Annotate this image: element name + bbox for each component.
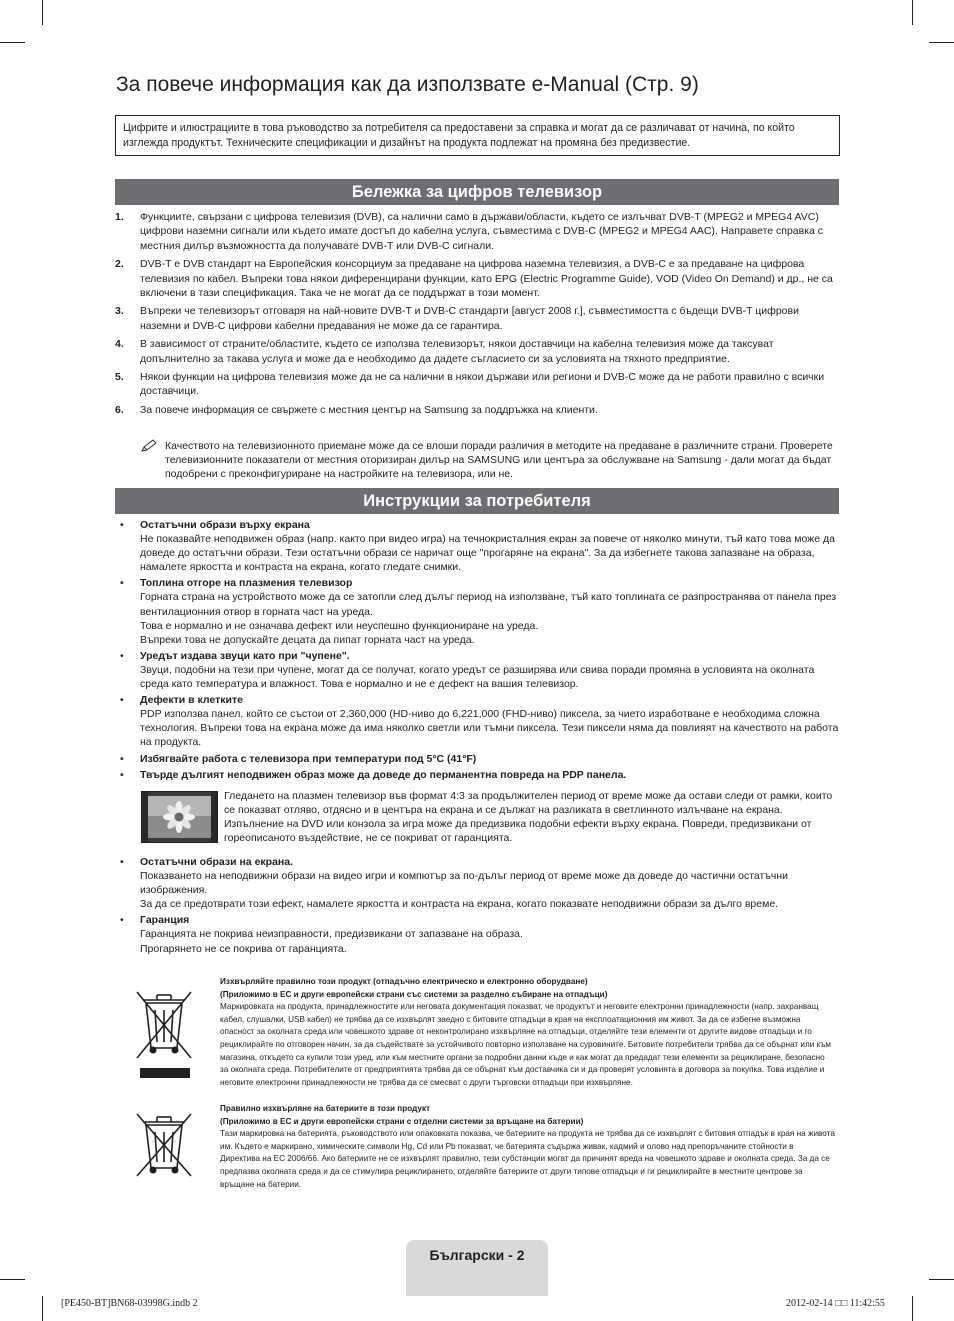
bullet-icon: • bbox=[120, 694, 124, 707]
item-number: 2. bbox=[115, 258, 124, 271]
crop-mark bbox=[929, 1279, 954, 1280]
disposal-info bbox=[220, 976, 835, 1089]
crossed-bin-icon bbox=[133, 986, 195, 1080]
list-item bbox=[115, 304, 839, 333]
section-heading-user-instructions: Инструкции за потребителя bbox=[115, 488, 839, 514]
item-number: 6. bbox=[115, 403, 124, 416]
bullet-icon: • bbox=[120, 752, 124, 765]
pdp-screen-illustration bbox=[141, 791, 218, 843]
disclaimer-box: Цифрите и илюстрациите в това ръководство за потребителя са предоставени за справка и могат да се различават от начина, по който изглежда продуктът. Техническите спецификации и дизайнът на продукта подлежат на промяна без предизвестие. bbox=[115, 115, 840, 156]
list-item bbox=[115, 768, 839, 782]
list-item bbox=[115, 855, 839, 911]
item-title: Избягвайте работа с телевизора при температури под 5°C (41°F) bbox=[140, 752, 477, 765]
item-body: PDP използва панел, който се състои от 2,360,000 (HD-ниво до 6,221,000 (FHD-ниво) пиксела, за чието изработване е необходима сложна технология. Въпреки това на екрана може да има няколко светли или тъмни пиксела. Тези пиксели няма да повлияят на качеството на работа на продукта. bbox=[140, 708, 839, 749]
date-info: 2012-02-14 □□ 11:42:55 bbox=[786, 1298, 885, 1309]
bullet-icon: • bbox=[120, 577, 124, 590]
list-item bbox=[115, 370, 839, 399]
user-instructions-list-a bbox=[115, 518, 839, 784]
bullet-icon: • bbox=[120, 914, 124, 927]
item-title: Топлина отгоре на плазмения телевизор bbox=[140, 577, 353, 590]
section-heading-digital-tv: Бележка за цифров телевизор bbox=[115, 179, 839, 205]
bullet-icon: • bbox=[120, 768, 124, 781]
digital-tv-list bbox=[115, 210, 839, 421]
list-item bbox=[115, 403, 839, 417]
list-item bbox=[115, 257, 839, 300]
item-body: Не показвайте неподвижен образ (напр. както при видео игра) на течнокристалния екран за повече от няколко минути, тъй като това може да доведе до остатъчни образи. Тези остатъчни образи се наричат още "прогаряне на екрана". За да избегнете такова запазване на образа, намалете яркостта и контраста на екрана, когато гледате снимки. bbox=[140, 533, 835, 574]
item-text: В зависимост от страните/областите, където се използва телевизорът, някои доставчици на кабелна телевизия може да таксуват допълнително за такава услуга и може да е необходимо да дадете съгласието си за условията на тяхното предприятие. bbox=[140, 338, 774, 365]
disposal-body: Маркировката на продукта, принадлежностите или неговата документация показват, че продуктът и неговите електронни принадлежности (напр. захранващ кабел, слушалки, USB кабел) не трябва да се изхвърлят заедно с битовите отпадъци в края на експлоатационния им живот. За да се избегне възможна опасност за околната среда или човешкото здраве от неконтролирано изхвърляне на отпадъци, отделяйте тези елементи от другите видове отпадъци и го рециклирайте по отговорен начин, за да съдействате за устойчивото повторно използване на суровините. Битовите потребители трябва да се обърнат или към магазина, откъдето са купили този уред, или към местните органи за подробни данни къде и как могат да предадат тези елементи за рециклиране, безопасно за околната среда. Потребителите от предприятията трябва да се обърнат към доставчика си и да проверят условията в договора за покупка. Това изделие и неговите електронни принадлежности не трябва да се смесват с други търговски отпадъци при изхвърляне. bbox=[220, 1002, 831, 1087]
bullet-icon: • bbox=[120, 519, 124, 531]
list-item bbox=[115, 913, 839, 955]
battery-body: Тази маркировка на батерията, ръководството или опаковката показва, че батериите на продукта не трябва да се изхвърлят с битовия отпадък в края на живота им. Където е маркирано, химическите символи Hg, Cd или Pb показват, че батерията съдържа живак, кадмий и олово над препоръчаните стойности в Директива на ЕС 2006/66. Ако батериите не се изхвърлят правилно, тези субстанции могат да причинят вреда на човешкото здраве и околната среда. За да се предпазва околната среда и да се стимулира рециклирането, отделяйте батериите от други типове отпадъци и ги рециклирайте в местните центрове за връщане на батерии. bbox=[220, 1129, 835, 1189]
item-text: Функциите, свързани с цифрова телевизия (DVB), са налични само в държави/области, където се излъчват DVB-T (MPEG2 и MPEG4 AVC) цифрови наземни сигнали или където имате достъп до кабелна услуга, съвместима с DVB-C (MPEG2 и MPEG4 AAC). Направете справка с местния дилър възможността да получавате DVB-T или DVB-C сигнали. bbox=[140, 211, 824, 252]
item-title: Гаранция bbox=[140, 914, 190, 927]
item-body: Показването на неподвижни образи на видео игри и компютър за по-дълъг период от време може да доведе до частични остатъчни изображения. За да се предотврати този ефект, намалете яркостта и контраста на екрана, когато показвате неподвижни образи за дълго време. bbox=[140, 870, 789, 911]
page-number-tab: Български - 2 bbox=[406, 1240, 548, 1296]
list-item bbox=[115, 649, 839, 691]
list-item bbox=[115, 337, 839, 366]
bullet-icon: • bbox=[120, 856, 124, 868]
page-title: За повече информация как да използвате e-Manual (Стр. 9) bbox=[116, 73, 699, 96]
item-number: 5. bbox=[115, 371, 124, 384]
battery-subtitle: (Приложимо в ЕС и други европейски страни с отделни системи за връщане на батерии) bbox=[220, 1116, 584, 1126]
disposal-subtitle: (Приложимо в ЕС и други европейски страни със системи за разделно събиране на отпадъци) bbox=[220, 989, 608, 999]
pdp-warning-text: Гледането на плазмен телевизор във формат 4:3 за продължителен период от време може да остави следи от рамки, които се показват отляво, отдясно и в центъра на екрана и се дължат на разликата в светлинното излъчване на екрана. Изпълнение на DVD или конзола за игра може да предизвика подобни ефекти върху екрана. Повреди, предизвикани от гореописаното въздействие, не се покриват от гаранцията. bbox=[224, 790, 833, 844]
crossed-battery-bin-icon bbox=[133, 1110, 195, 1180]
item-text: Някои функции на цифрова телевизия може да не са налични в някои държави или региони и DVB-C може да не работи правилно с всички доставчици. bbox=[140, 371, 825, 398]
disposal-title: Изхвърляйте правилно този продукт (отпадъчно електрическо и електронно оборудване) bbox=[220, 977, 588, 986]
crop-mark bbox=[42, 1296, 43, 1321]
item-body: Горната страна на устройството може да се затопли след дълъг период на използване, тъй като топлината се разпространява от панела през вентилационния отвор в горната част на уреда. Това е нормално и не означава дефект или неуспешно функциониране на уреда. Въпреки това не допускайте децата да пипат горната част на уреда. bbox=[140, 591, 837, 646]
battery-title: Правилно изхвърляне на батериите в този продукт bbox=[220, 1104, 431, 1113]
crop-mark bbox=[42, 0, 43, 25]
item-title: Остатъчни образи на екрана. bbox=[140, 856, 294, 868]
item-number: 3. bbox=[115, 305, 124, 318]
item-title: Твърде дългият неподвижен образ може да доведе до перманентна повреда на PDP панела. bbox=[140, 768, 627, 781]
list-item bbox=[115, 518, 839, 574]
crop-mark bbox=[912, 0, 913, 25]
list-item bbox=[115, 576, 839, 646]
item-title: Уредът издава звуци като при "чупене". bbox=[140, 649, 350, 662]
list-item bbox=[115, 752, 839, 766]
user-instructions-list-b bbox=[115, 855, 839, 958]
note-pencil-icon bbox=[140, 439, 158, 453]
file-info: [PE450-BT]BN68-03998G.indb 2 bbox=[61, 1298, 198, 1309]
item-body: Звуци, подобни на тези при чупене, могат да се получат, когато уредът се разширява или свива поради промяна в условията на околната среда като температура и влажност. Това е нормално и не е дефект на вашия телевизор. bbox=[140, 663, 815, 691]
item-number: 4. bbox=[115, 338, 124, 351]
item-title: Дефекти в клетките bbox=[140, 694, 243, 707]
list-item bbox=[115, 693, 839, 749]
note-text: Качеството на телевизионното приемане може да се влоши поради различия в методите на предаване в различните страни. Проверете телевизионните показатели от местния оторизиран дилър на SAMSUNG или центъра за обслужване на Samsung - дали могат да бъдат подобрени с преконфигуриране на настройките на телевизора, или не. bbox=[165, 440, 833, 481]
list-item bbox=[115, 210, 839, 253]
crop-mark bbox=[912, 1296, 913, 1321]
reception-note bbox=[140, 439, 839, 482]
crop-mark bbox=[0, 42, 25, 43]
crop-mark bbox=[0, 1279, 25, 1280]
crop-mark bbox=[929, 42, 954, 43]
battery-info bbox=[220, 1103, 835, 1191]
item-text: За повече информация се свържете с местния център на Samsung за поддръжка на клиенти. bbox=[140, 403, 598, 416]
item-number: 1. bbox=[115, 211, 124, 223]
item-text: DVB-T е DVB стандарт на Европейския консорциум за предаване на цифрова наземна телевизия, а DVB-C е за предаване на цифрова телевизия по кабел. Въпреки това някои диференцирани функции, като EPG (Electric Programme Guide), VOD (Video On Demand) и др., не са включени в тази спецификация. Така че не могат да се поддържат в този момент. bbox=[140, 258, 833, 300]
item-title: Остатъчни образи върху екрана bbox=[140, 519, 310, 531]
item-text: Въпреки че телевизорът отговаря на най-новите DVB-T и DVB-C стандарти [август 2008 г.], съвместимостта с бъдещи DVB-T цифрови наземни и DVB-C цифрови кабелни предавания не може да се гарантира. bbox=[140, 305, 799, 332]
bullet-icon: • bbox=[120, 649, 124, 662]
tv-flower-image-icon bbox=[142, 792, 217, 842]
item-body: Гаранцията не покрива неизправности, предизвикани от запазване на образа. Прогарянето не се покрива от гаранцията. bbox=[140, 928, 523, 955]
